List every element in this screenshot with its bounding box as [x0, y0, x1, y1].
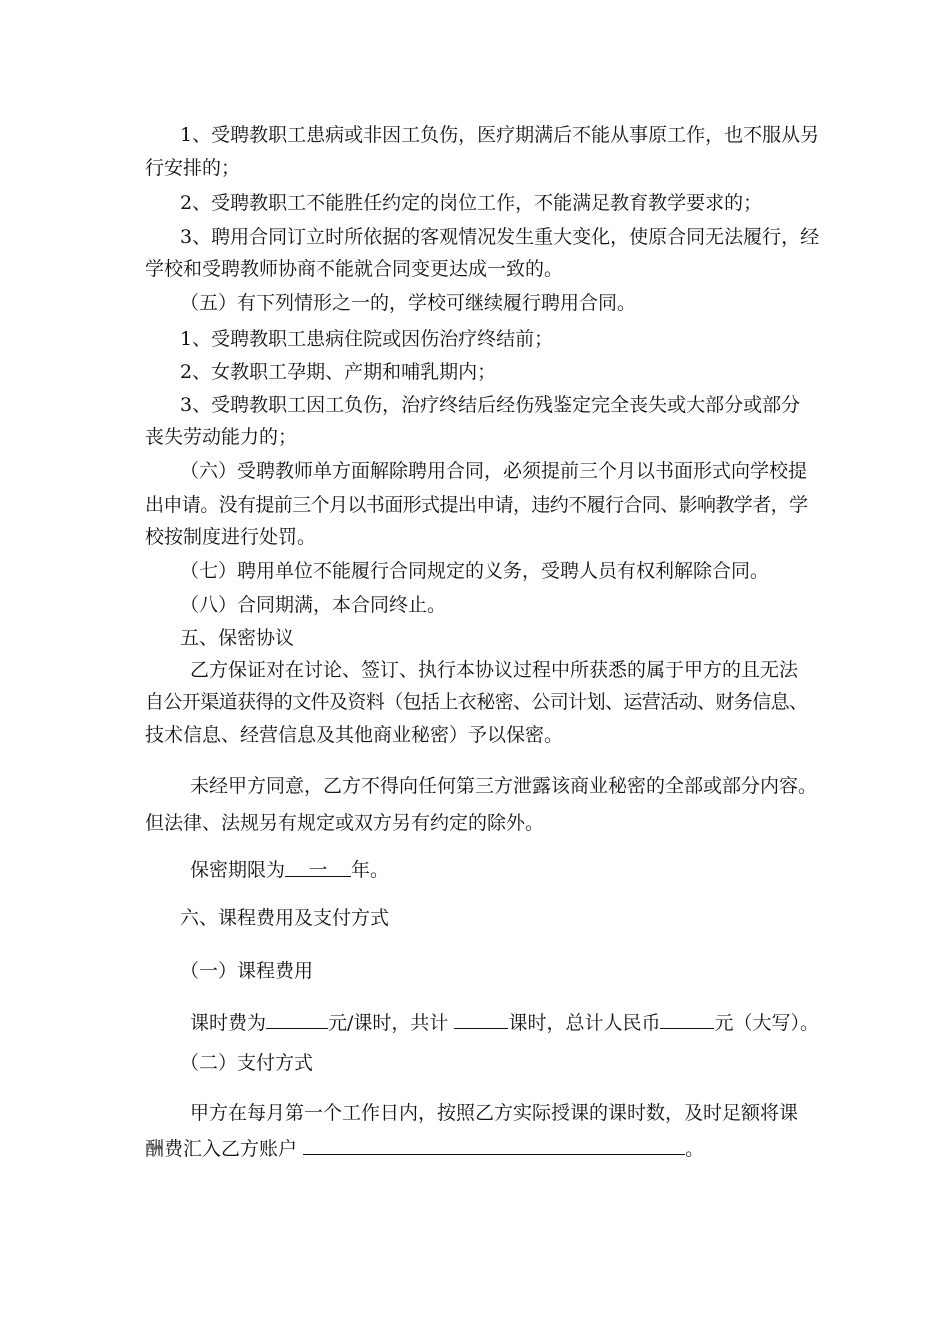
fee-line	[190, 1010, 819, 1035]
fee-label-hours: 元/课时，共计	[328, 1012, 449, 1034]
paragraph-line: 丧失劳动能力的；	[145, 426, 298, 448]
paragraph-line: 乙方保证对在讨论、签订、执行本协议过程中所获悉的属于甲方的且无法	[190, 659, 799, 681]
fee-label-rate: 课时费为	[190, 1012, 267, 1034]
paragraph-line: 3、聘用合同订立时所依据的客观情况发生重大变化，使原合同无法履行，经	[180, 226, 820, 248]
secrecy-prefix: 保密期限为	[190, 859, 286, 881]
paragraph-line: 技术信息、经营信息及其他商业秘密）予以保密。	[145, 724, 564, 746]
subsection-heading: （一）课程费用	[180, 960, 314, 982]
paragraph-line: 3、受聘教职工因工负伤，治疗终结后经伤残鉴定完全丧失或大部分或部分	[180, 394, 801, 416]
paragraph-line: （七）聘用单位不能履行合同规定的义务，受聘人员有权利解除合同。	[180, 560, 770, 582]
total-amount-field[interactable]	[660, 1010, 714, 1029]
paragraph-line: 1、受聘教职工患病或非因工负伤，医疗期满后不能从事原工作，也不服从另	[180, 124, 820, 146]
fee-label-unit: 元（大写）。	[714, 1012, 819, 1034]
account-label: 酬费汇入乙方账户	[145, 1138, 298, 1160]
section-heading: 六、课程费用及支付方式	[180, 907, 390, 929]
paragraph-line: 2、女教职工孕期、产期和哺乳期内；	[180, 361, 497, 383]
paragraph-line: 1、受聘教职工患病住院或因伤治疗终结前；	[180, 328, 554, 350]
paragraph-line: 未经甲方同意，乙方不得向任何第三方泄露该商业秘密的全部或部分内容。	[190, 775, 818, 797]
paragraph-line: （六）受聘教师单方面解除聘用合同，必须提前三个月以书面形式向学校提	[180, 460, 808, 482]
secrecy-period-line	[190, 858, 389, 882]
paragraph-line: 自公开渠道获得的文件及资料（包括上衣秘密、公司计划、运营活动、财务信息、	[145, 691, 808, 713]
paragraph-line: 2、受聘教职工不能胜任约定的岗位工作，不能满足教育教学要求的；	[180, 192, 763, 214]
subsection-heading: （二）支付方式	[180, 1052, 314, 1074]
paragraph-line: 校按制度进行处罚。	[145, 526, 317, 548]
paragraph-line: 出申请。没有提前三个月以书面形式提出申请，违约不履行合同、影响教学者，学	[145, 494, 808, 516]
account-field[interactable]	[303, 1136, 685, 1155]
paragraph-line: 学校和受聘教师协商不能就合同变更达成一致的。	[145, 258, 564, 280]
hourly-rate-field[interactable]	[266, 1010, 328, 1029]
account-suffix: 。	[685, 1138, 705, 1160]
paragraph-line: （八）合同期满，本合同终止。	[180, 594, 447, 616]
paragraph-line: 甲方在每月第一个工作日内，按照乙方实际授课的课时数，及时足额将课	[190, 1102, 799, 1124]
paragraph-line: 行安排的；	[145, 157, 241, 179]
secrecy-suffix: 年。	[351, 859, 390, 881]
section-heading: 五、保密协议	[180, 627, 295, 649]
account-line	[145, 1136, 704, 1161]
fee-label-total: 课时，总计人民币	[508, 1012, 661, 1034]
total-hours-field[interactable]	[454, 1010, 508, 1029]
paragraph-line: 但法律、法规另有规定或双方另有约定的除外。	[145, 812, 545, 834]
section-heading: （五）有下列情形之一的，学校可继续履行聘用合同。	[180, 292, 637, 314]
secrecy-years-field[interactable]: 一	[285, 858, 351, 877]
